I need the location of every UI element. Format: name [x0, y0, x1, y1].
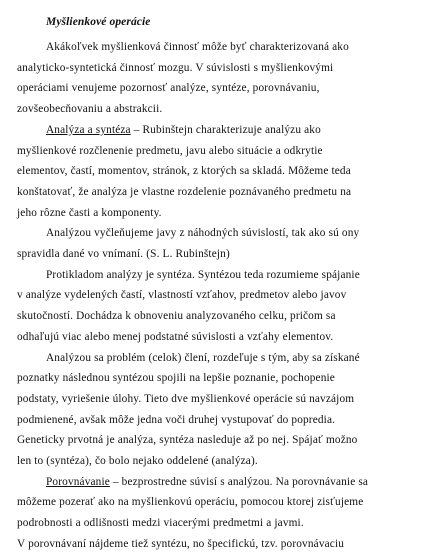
text-line	[17, 371, 335, 385]
line-text: operáciami venujeme pozornosť analýze, syntéze, porovnávaniu,	[17, 82, 320, 95]
text-line	[17, 61, 333, 75]
section-heading: Myšlienkové operácie	[46, 16, 151, 28]
text-line	[17, 330, 333, 344]
term-underlined: Analýza a syntéza	[46, 123, 131, 136]
text-line	[46, 40, 349, 54]
text-line	[17, 144, 323, 158]
line-text: – Rubinštejn charakterizuje analýzu ako	[130, 123, 321, 136]
text-line	[17, 537, 344, 551]
line-text: v analýze vydelených častí, vlastností vzťahov, predmetov alebo javov	[17, 289, 347, 302]
line-text: konštatovať, že analýza je vlastne rozdelenie poznávaného predmetu na	[17, 185, 352, 198]
text-line	[17, 102, 162, 116]
line-text: Protikladom analýzy je syntéza. Syntézou teda rozumieme spájanie	[46, 268, 360, 281]
line-text: Akákoľvek myšlienková činnosť môže byť charakterizovaná ako	[46, 41, 349, 53]
line-text: V porovnávaní nájdeme tiež syntézu, no špecifickú, tzv. porovnávaciu	[17, 537, 345, 550]
line-text: podstaty, vyriešenie úlohy. Tieto dve myšlienkové operácie sú navzájom	[17, 392, 355, 405]
text-line	[17, 288, 346, 302]
text-line	[17, 309, 336, 323]
line-text: len to (syntéza), čo bolo nejako oddelené (analýza).	[17, 455, 258, 467]
text-line	[46, 351, 360, 365]
text-line	[17, 495, 363, 509]
line-text: elementov, častí, momentov, stránok, z ktorých sa skladá. Môžeme teda	[17, 165, 351, 178]
line-text: Analýzou vyčleňujeme javy z náhodných súvislostí, tak ako sú ony	[46, 227, 360, 240]
text-line	[46, 123, 321, 137]
text-line	[46, 226, 359, 240]
line-text: podrobnosti a odlišnosti medzi viacerými predmetmi a javmi.	[17, 517, 304, 530]
term-underlined: Porovnávanie	[46, 475, 110, 488]
line-text: zovšeobecňovaniu a abstrakcii.	[17, 103, 163, 116]
line-text: skutočností. Dochádza k obnoveniu analyzovaného celku, pričom sa	[17, 310, 336, 323]
line-text: analyticko-syntetická činnosť mozgu. V súvislosti s myšlienkovými	[17, 61, 334, 74]
text-line	[17, 185, 351, 199]
text-line	[17, 454, 258, 468]
line-text: Geneticky prvotná je analýza, syntéza nasleduje až po nej. Spájať možno	[17, 434, 358, 447]
text-line	[17, 516, 304, 530]
line-text: odhaľujú viac alebo menej podstatné súvislosti a vzťahy elementov.	[17, 330, 334, 343]
text-line	[17, 206, 162, 220]
text-line	[46, 268, 360, 282]
line-text: – bezprostredne súvisí s analýzou. Na porovnávanie sa	[109, 475, 369, 488]
line-text: myšlienkové rozčlenenie predmetu, javu alebo situácie a odkrytie	[17, 144, 323, 157]
line-text: Analýzou sa problém (celok) člení, rozdeľuje s tým, aby sa získané	[46, 351, 360, 364]
line-text: podmienené, avšak môže jedna voči druhej vystupovať do popredia.	[17, 413, 336, 426]
text-line	[17, 433, 357, 447]
text-line	[46, 475, 368, 489]
line-text: poznatky následnou syntézou spojili na lepšie poznanie, pochopenie	[17, 372, 335, 385]
line-text: môžeme pozerať ako na myšlienkovú operáciu, pomocou ktorej zisťujeme	[17, 496, 364, 509]
line-text: jeho rôzne časti a komponenty.	[17, 206, 162, 219]
text-line	[17, 81, 320, 95]
line-text: spravidla dané vo vnímaní. (S. L. Rubinštejn)	[17, 248, 230, 260]
text-line	[17, 413, 335, 427]
text-line	[17, 164, 351, 178]
text-line	[17, 247, 230, 261]
text-line	[17, 392, 354, 406]
